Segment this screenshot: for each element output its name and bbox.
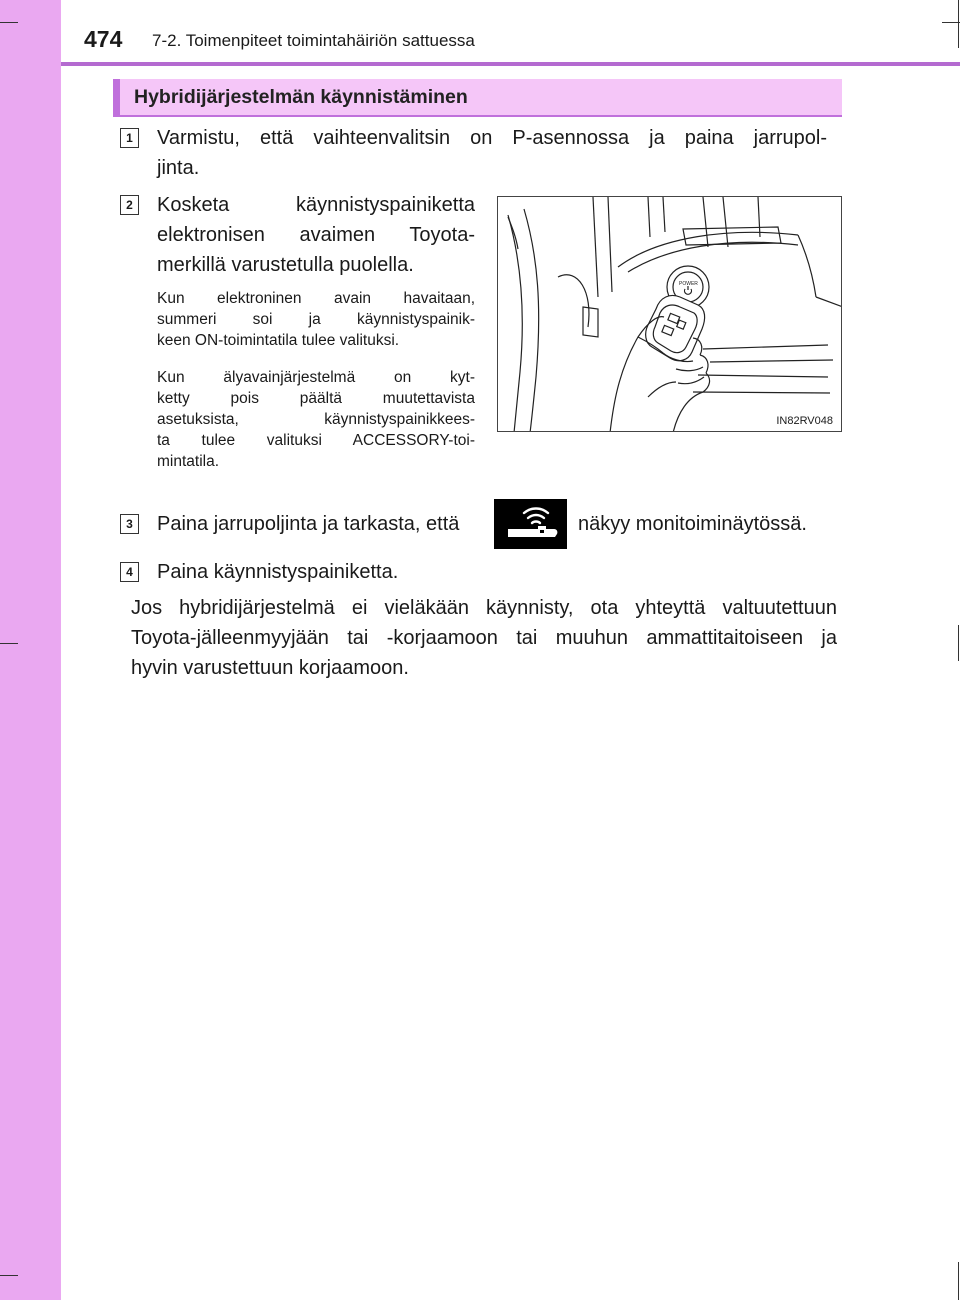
hand-holding-key-icon (498, 197, 842, 432)
step-text-line: merkillä varustetulla puolella. (157, 254, 414, 276)
section-heading (113, 79, 842, 115)
note-line: ketty pois päältä muutettavista (157, 390, 475, 407)
figure-code: IN82RV048 (776, 415, 833, 427)
section-underline (113, 115, 842, 117)
step-text-before-icon: Paina jarrupoljinta ja tarkasta, että (157, 513, 460, 535)
note-line: keen ON-toimintatila tulee valituksi. (157, 332, 400, 349)
step-text-line: elektronisen avaimen Toyota- (157, 224, 475, 246)
figure-smart-key-illustration (497, 196, 842, 432)
crop-mark (0, 643, 18, 644)
crop-mark (0, 1275, 18, 1276)
svg-text:POWER: POWER (679, 281, 698, 287)
closing-line: Jos hybridijärjestelmä ei vieläkään käynnisty, ota yhteyttä valtuutettuun (131, 597, 837, 619)
note-line: asetuksista, käynnistyspainikkees- (157, 411, 475, 428)
crop-mark (958, 625, 959, 661)
note-line: Kun älyavainjärjestelmä on kyt- (157, 369, 475, 386)
smart-key-indicator-icon (494, 499, 567, 549)
step-number: 3 (120, 514, 139, 534)
crop-mark (0, 22, 18, 23)
step-number: 2 (120, 195, 139, 215)
closing-line: hyvin varustettuun korjaamoon. (131, 657, 409, 679)
step-number: 1 (120, 128, 139, 148)
crop-mark (958, 1262, 959, 1300)
step-text-after-icon: näkyy monitoiminäytössä. (578, 513, 807, 535)
note-line: mintatila. (157, 453, 220, 470)
header-rule (61, 62, 960, 66)
note-line: Kun elektroninen avain havaitaan, (157, 290, 475, 307)
crop-mark (958, 0, 959, 48)
closing-line: Toyota-jälleenmyyjään tai -korjaamoon tai muuhun ammattitaitoiseen ja (131, 627, 837, 649)
note-line: summeri soi ja käynnistyspainik- (157, 311, 475, 328)
step-text-line: Kosketa käynnistyspainiketta (157, 194, 475, 216)
side-band (0, 0, 61, 1300)
note-line: ta tulee valituksi ACCESSORY-toi- (157, 432, 475, 449)
step-text: Paina käynnistyspainiketta. (157, 561, 399, 583)
step-text-line: Varmistu, että vaihteenvalitsin on P-asennossa ja paina jarrupol- (157, 127, 827, 149)
section-title: Hybridijärjestelmän käynnistäminen (134, 86, 468, 108)
chapter-title: 7-2. Toimenpiteet toimintahäiriön sattuessa (152, 31, 475, 50)
step-text-line: jinta. (157, 157, 200, 179)
step-number: 4 (120, 562, 139, 582)
page-number: 474 (84, 26, 123, 52)
